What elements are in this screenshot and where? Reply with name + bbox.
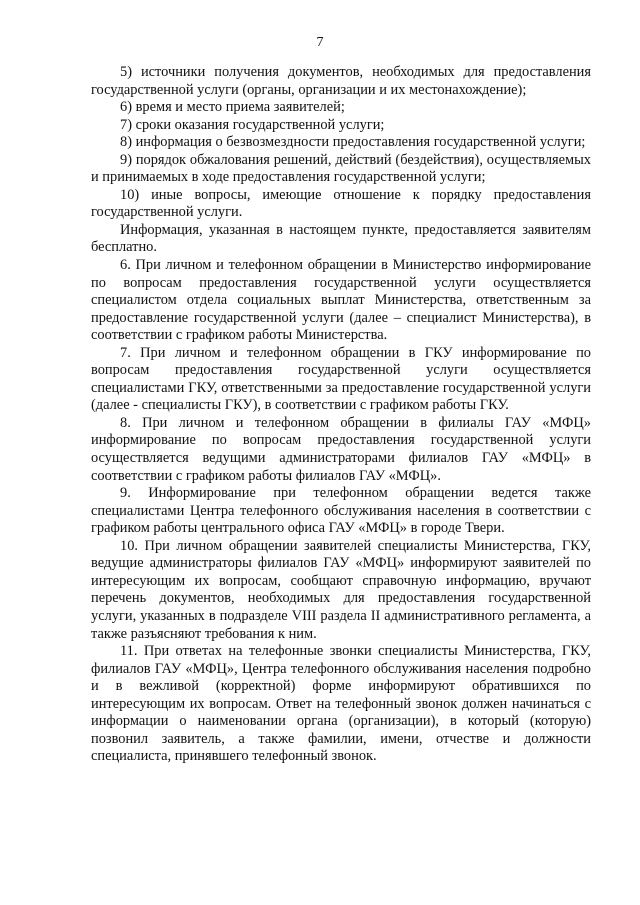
paragraph-item-6: 6) время и место приема заявителей; — [120, 99, 345, 116]
paragraph-item-5: 5) источники получения документов, необходимых для предоставления государственной услуги (органы, организации и их местонахождение); — [91, 64, 591, 98]
page-number: 7 — [316, 35, 324, 50]
paragraph-section-11: 11. При ответах на телефонные звонки специалисты Министерства, ГКУ, филиалов ГАУ «МФЦ», Центра телефонного обслуживания населения подробно и в вежливой (корректной) форме информируют обратившихся по интересующим их вопросам. Ответ на телефонный звонок должен начинаться с информации о наименовании органа (организации), в который (которую) позвонил заявитель, а также фамилии, имени, отчестве и должности специалиста, принявшего телефонный звонок. — [91, 643, 591, 765]
paragraph-item-8: 8) информация о безвозмездности предоставления государственной услуги; — [120, 134, 586, 151]
paragraph-section-6: 6. При личном и телефонном обращении в Министерство информирование по вопросам предоставления государственной услуги осуществляется специалистом отдела социальных выплат Министерства, ответственным за предоставление государственной услуги (далее – специалист Министерства), в соответствии с графиком работы Министерства. — [91, 257, 591, 344]
paragraph-section-8: 8. При личном и телефонном обращении в филиалы ГАУ «МФЦ» информирование по вопросам предоставления государственной услуги осуществляется ведущими администраторами филиалов ГАУ «МФЦ» в соответствии с графиком работы филиалов ГАУ «МФЦ». — [91, 414, 591, 484]
paragraph-free-info: Информация, указанная в настоящем пункте, предоставляется заявителям бесплатно. — [91, 221, 591, 256]
paragraph-section-9: 9. Информирование при телефонном обращении ведется также специалистами Центра телефонного обслуживания населения в соответствии с графиком работы центрального офиса ГАУ «МФЦ» в городе Твери. — [91, 485, 591, 537]
document-body — [91, 64, 591, 766]
paragraph-item-10: 10) иные вопросы, имеющие отношение к порядку предоставления государственной услуги. — [91, 186, 591, 221]
paragraph-section-10: 10. При личном обращении заявителей специалисты Министерства, ГКУ, ведущие администраторы филиалов ГАУ «МФЦ» информируют заявителей по интересующим их вопросам, сообщают справочную информацию, вручают перечень документов, необходимых для предоставления государственной услуги, указанных в подразделе VIII раздела II административного регламента, а также разъясняют требования к ним. — [91, 537, 591, 642]
paragraph-item-9: 9) порядок обжалования решений, действий (бездействия), осуществляемых и принимаемых в ходе предоставления государственной услуги; — [91, 151, 591, 186]
paragraph-section-7: 7. При личном и телефонном обращении в ГКУ информирование по вопросам предоставления государственной услуги осуществляется специалистами ГКУ, ответственными за предоставление государственной услуги (далее - специалисты ГКУ), в соответствии с графиком работы ГКУ. — [91, 344, 591, 414]
paragraph-item-7: 7) сроки оказания государственной услуги; — [120, 116, 385, 133]
